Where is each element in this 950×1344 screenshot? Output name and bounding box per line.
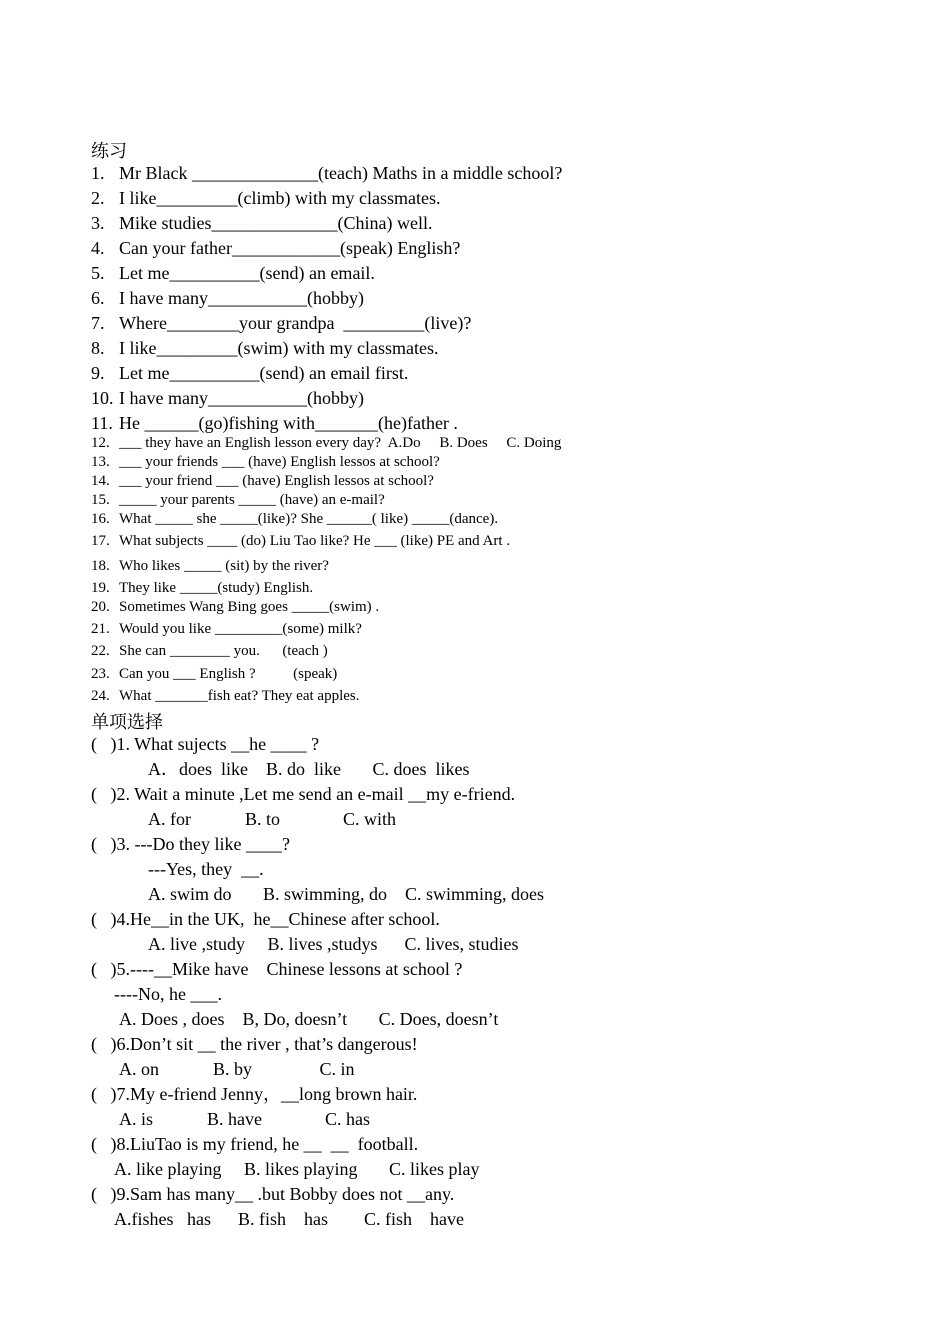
item-number: 23. [91, 666, 110, 682]
mc-question-3: ( )3. ---Do they like ____? [91, 834, 290, 854]
item-number: 14. [91, 473, 110, 489]
item-number: 17. [91, 533, 110, 549]
mc-options-1: A．does like B. do like C. does likes [148, 759, 470, 779]
mc-question-5: ( )5.----__Mike have Chinese lessons at school ? [91, 959, 463, 979]
item-text: What subjects ____ (do) Liu Tao like? He ___ (like) PE and Art . [119, 533, 511, 549]
item-number: 13. [91, 454, 110, 470]
item-text: Sometimes Wang Bing goes _____(swim) . [119, 599, 380, 615]
item-number: 2. [91, 188, 105, 208]
item-text: What _______fish eat? They eat apples. [119, 688, 360, 704]
fill-item-9 [91, 364, 408, 382]
mc-options-7: A. is B. have C. has [119, 1109, 370, 1129]
item-number: 12. [91, 435, 110, 451]
mc-question-3-reply: ---Yes, they __. [148, 859, 264, 879]
item-number: 7. [91, 313, 105, 333]
item-text: Would you like _________(some) milk? [119, 621, 362, 637]
item-number: 10. [91, 388, 114, 408]
mc-question-4: ( )4.He__in the UK, he__Chinese after school. [91, 909, 440, 929]
item-text: ___ they have an English lesson every day? A.Do B. Does C. Doing [119, 435, 562, 451]
fill-item-3 [91, 214, 432, 232]
item-number: 11. [91, 413, 113, 433]
mc-options-5: A. Does , does B, Do, doesn’t C. Does, doesn’t [119, 1009, 499, 1029]
item-text: Can you ___ English ? (speak) [119, 666, 338, 682]
fill-item-7 [91, 314, 471, 332]
fill-item-13 [91, 455, 440, 470]
item-text: Who likes _____ (sit) by the river? [119, 558, 329, 574]
fill-item-6 [91, 289, 364, 307]
item-text: What _____ she _____(like)? She ______( like) _____(dance). [119, 511, 499, 527]
item-text: Let me__________(send) an email first. [119, 363, 409, 383]
item-text: They like _____(study) English. [119, 580, 314, 596]
item-text: I like_________(swim) with my classmates. [119, 338, 439, 358]
mc-options-2: A. for B. to C. with [148, 809, 397, 829]
fill-item-17 [91, 534, 510, 549]
section-title-practice: 练习 [91, 141, 127, 161]
mc-question-9: ( )9.Sam has many__ .but Bobby does not __any. [91, 1184, 455, 1204]
fill-item-12 [91, 436, 561, 451]
item-text: ___ your friend ___ (have) English lessos at school? [119, 473, 434, 489]
fill-item-23 [91, 667, 337, 682]
item-number: 24. [91, 688, 110, 704]
item-text: She can ________ you. (teach ) [119, 643, 328, 659]
fill-item-24 [91, 689, 359, 704]
item-number: 19. [91, 580, 110, 596]
fill-item-20 [91, 600, 379, 615]
mc-options-9: A.fishes has B. fish has C. fish have [114, 1209, 464, 1229]
fill-item-22 [91, 644, 328, 659]
item-text: Can your father____________(speak) English? [119, 238, 461, 258]
fill-item-2 [91, 189, 440, 207]
fill-item-19 [91, 581, 313, 596]
mc-options-6: A. on B. by C. in [119, 1059, 355, 1079]
item-text: Mr Black ______________(teach) Maths in a middle school? [119, 163, 563, 183]
item-number: 5. [91, 263, 105, 283]
item-number: 15. [91, 492, 110, 508]
item-number: 20. [91, 599, 110, 615]
fill-item-4 [91, 239, 460, 257]
mc-options-3: A. swim do B. swimming, do C. swimming, does [148, 884, 545, 904]
item-text: _____ your parents _____ (have) an e-mail? [119, 492, 385, 508]
item-text: I have many___________(hobby) [119, 288, 364, 308]
fill-item-8 [91, 339, 438, 357]
item-number: 6. [91, 288, 105, 308]
item-text: ___ your friends ___ (have) English lessos at school? [119, 454, 440, 470]
mc-question-6: ( )6.Don’t sit __ the river , that’s dangerous! [91, 1034, 418, 1054]
mc-question-2: ( )2. Wait a minute ,Let me send an e-mail __my e-friend. [91, 784, 516, 804]
mc-question-5-reply: ----No, he ___. [114, 984, 222, 1004]
item-text: Mike studies______________(China) well. [119, 213, 433, 233]
item-number: 1. [91, 163, 105, 183]
item-text: He ______(go)fishing with_______(he)father . [119, 413, 458, 433]
item-number: 18. [91, 558, 110, 574]
fill-item-1 [91, 164, 562, 182]
mc-question-8: ( )8.LiuTao is my friend, he __ __ football. [91, 1134, 419, 1154]
fill-item-14 [91, 474, 434, 489]
fill-item-5 [91, 264, 375, 282]
fill-item-18 [91, 559, 329, 574]
mc-options-4: A. live ,study B. lives ,studys C. lives, studies [148, 934, 519, 954]
item-number: 4. [91, 238, 105, 258]
fill-item-10 [91, 389, 364, 407]
item-text: I have many___________(hobby) [119, 388, 364, 408]
item-number: 16. [91, 511, 110, 527]
mc-options-8: A. like playing B. likes playing C. likes play [114, 1159, 480, 1179]
item-text: Let me__________(send) an email. [119, 263, 375, 283]
item-number: 9. [91, 363, 105, 383]
item-text: Where________your grandpa _________(live)? [119, 313, 472, 333]
item-number: 22. [91, 643, 110, 659]
fill-item-21 [91, 622, 362, 637]
mc-question-1: ( )1. What sujects __he ____ ? [91, 734, 320, 754]
item-text: I like_________(climb) with my classmates. [119, 188, 441, 208]
fill-item-11 [91, 414, 458, 432]
section-title-multiple-choice: 单项选择 [91, 712, 163, 732]
fill-item-16 [91, 512, 498, 527]
fill-item-15 [91, 493, 385, 508]
mc-question-7: ( )7.My e-friend Jenny，__long brown hair. [91, 1084, 418, 1104]
item-number: 8. [91, 338, 105, 358]
item-number: 21. [91, 621, 110, 637]
item-number: 3. [91, 213, 105, 233]
